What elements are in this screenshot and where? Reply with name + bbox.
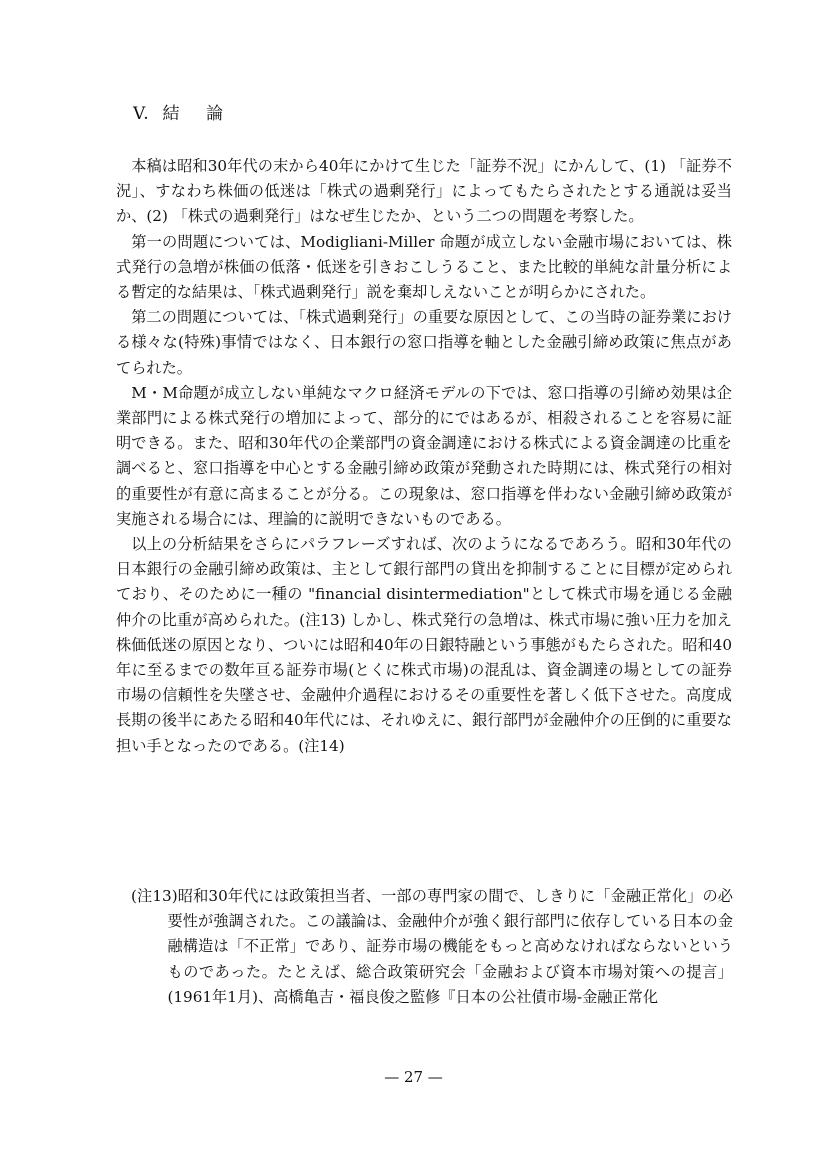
paragraph: M・M命題が成立しない単純なマクロ経済モデルの下では、窓口指導の引締め効果は企業部門による株式発行の増加によって、部分的にではあるが、相殺されることを容易に証明できる。また、昭和30年代の企業部門の資金調達における株式による資金調達の比重を調べると、窓口指導を中心とする金融引締め政策が発動された時期には、株式発行の相対的重要性が有意に高まることが分る。この現象は、窓口指導を伴わない金融引締め政策が実施される場合には、理論的に説明できないものである。 (116, 383, 732, 528)
paragraph: 本稿は昭和30年代の末から40年にかけて生じた「証券不況」にかんして、(1) 「証券不況」、すなわち株価の低迷は「株式の過剰発行」によってもたらされたとする通説は妥当か、(2) 「株式の過剰発行」はなぜ生じたか、という二つの問題を考察した。 (116, 157, 732, 226)
footnote: (注13)昭和30年代には政策担当者、一部の専門家の間で、しきりに「金融正常化」の必要性が強調された。この議論は、金融仲介が強く銀行部門に依存している日本の金融構造は「不正常」であり、証券市場の機能をもっと高めなければならないというものであった。たとえば、総合政策研究会「金融および資本市場対策への提言」(1961年1月)、高橋亀吉・福良俊之監修『日本の公社債市場-金融正常化 (131, 887, 733, 1006)
paragraph: 第二の問題については、「株式過剰発行」の重要な原因として、この当時の証券業における様々な(特殊)事情ではなく、日本銀行の窓口指導を軸とした金融引締め政策に焦点があてられた。 (116, 308, 732, 377)
paragraph: 第一の問題については、Modigliani-Miller 命題が成立しない金融市場においては、株式発行の急増が株価の低落・低迷を引きおこしうること、また比較的単純な計量分析による暫定的な結果は、「株式過剰発行」説を棄却しえないことが明らかにされた。 (116, 232, 732, 302)
body-text (116, 154, 732, 759)
page-number: — 27 — (384, 1068, 443, 1086)
paragraph: 以上の分析結果をさらにパラフレーズすれば、次のようになるであろう。昭和30年代の日本銀行の金融引締め政策は、主として銀行部門の貸出を抑制することに目標が定められており、そのために一種の "financial disintermediation"として株式市場を通じる金融仲介の比重が高められた。(注13) しかし、株式発行の急増は、株式市場に強い圧力を加え株価低迷の原因となり、ついには昭和40年の日銀特融という事態がもたらされた。昭和40年に至るまでの数年亘る証券市場(とくに株式市場)の混乱は、資金調達の場としての証券市場の信頼性を失墜させ、金融仲介過程におけるその重要性を著しく低下させた。高度成長期の後半にあたる昭和40年代には、それゆえに、銀行部門が金融仲介の圧倒的に重要な担い手となったのである。(注14) (116, 535, 732, 755)
section-heading: V. 結 論 (133, 104, 225, 124)
footnotes (131, 884, 733, 1010)
